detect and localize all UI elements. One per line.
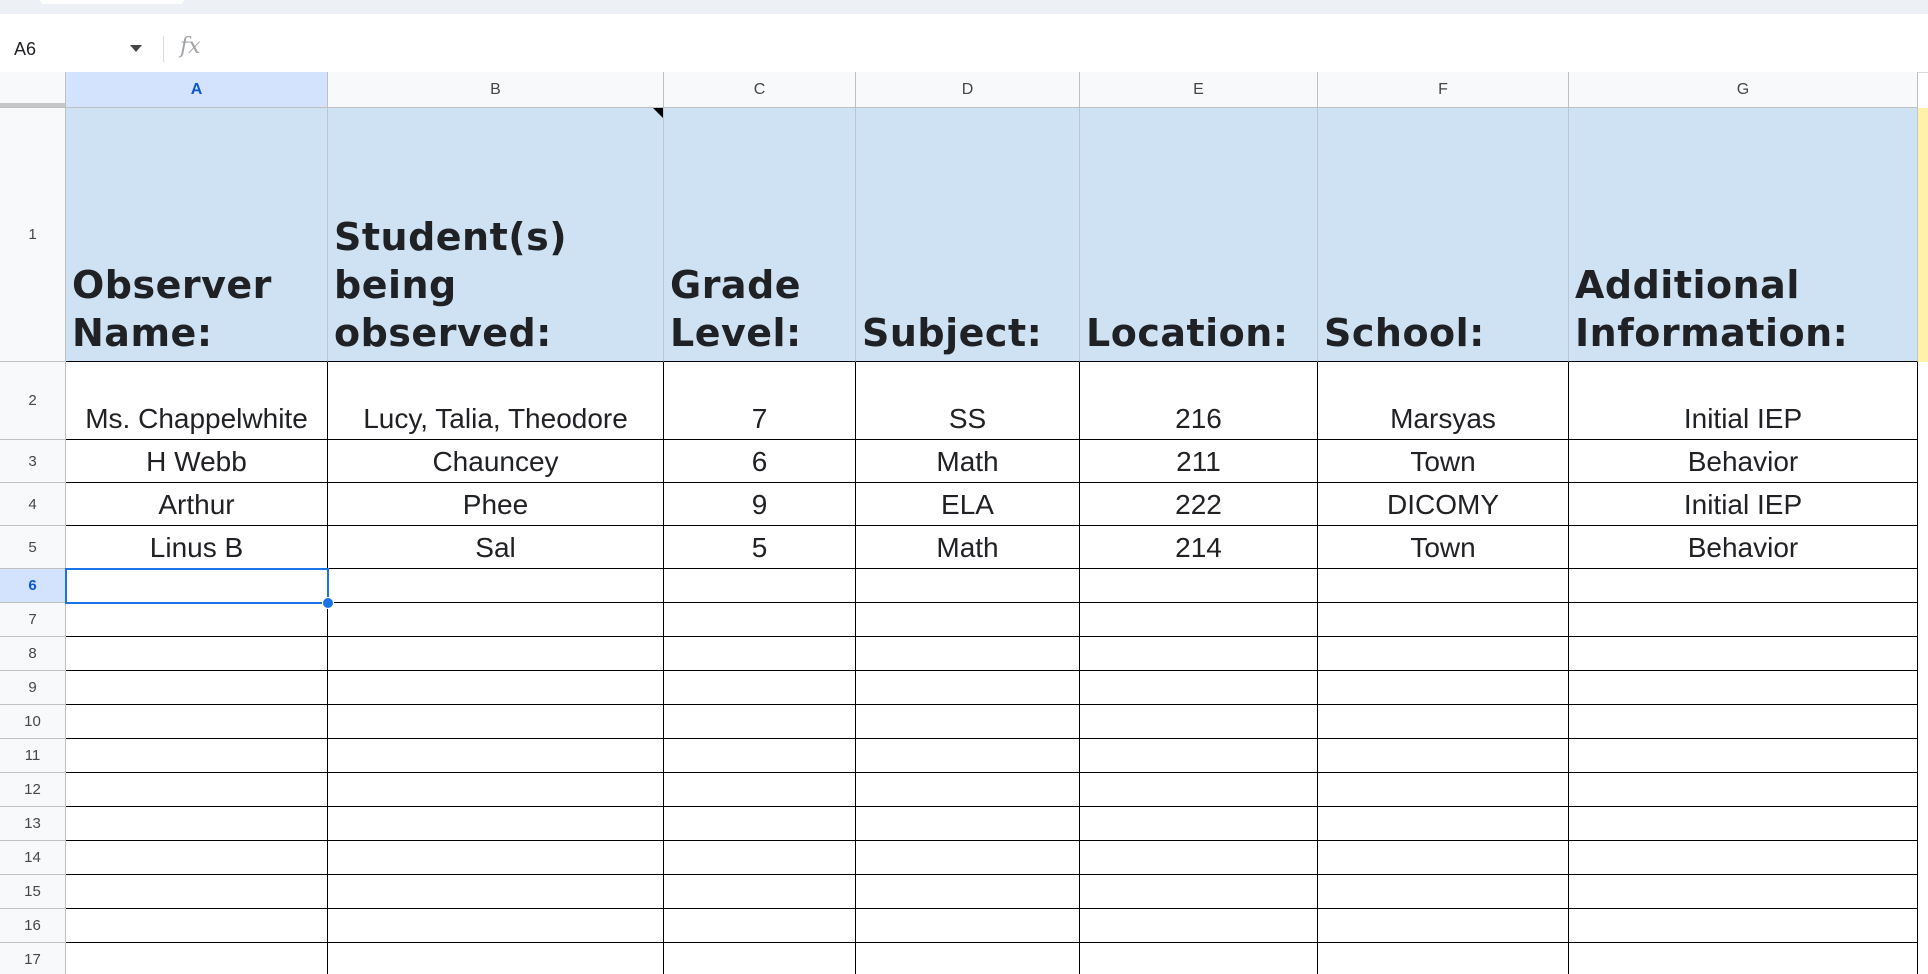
header-text-line: Location: <box>1086 311 1289 355</box>
column-header-G[interactable]: G <box>1569 72 1918 108</box>
cell-C4[interactable] <box>664 483 856 526</box>
chevron-down-icon[interactable] <box>130 45 142 52</box>
cell-E6[interactable] <box>1080 569 1318 603</box>
cell-B14[interactable] <box>328 841 664 875</box>
cell-D4[interactable] <box>856 483 1080 526</box>
cell-value: 222 <box>1175 489 1222 520</box>
cell-value: Lucy, Talia, Theodore <box>363 403 628 434</box>
cell-D10[interactable] <box>856 705 1080 739</box>
column-header-D[interactable]: D <box>856 72 1080 108</box>
cell-F7[interactable] <box>1318 603 1569 637</box>
cell-E7[interactable] <box>1080 603 1318 637</box>
cell-D14[interactable] <box>856 841 1080 875</box>
name-box[interactable]: A6 <box>14 39 37 59</box>
cell-value: SS <box>948 403 987 434</box>
cell-E10[interactable] <box>1080 705 1318 739</box>
cell-value: Initial IEP <box>1683 489 1803 520</box>
formula-bar-divider <box>163 36 164 62</box>
header-text-line: Information: <box>1575 311 1849 355</box>
row-header-9[interactable]: 9 <box>0 671 66 705</box>
cell-G8[interactable] <box>1569 637 1918 671</box>
cell-value: Math <box>936 532 999 563</box>
column-header-F[interactable]: F <box>1318 72 1569 108</box>
cell-value: ELA <box>941 489 994 520</box>
cell-C8[interactable] <box>664 637 856 671</box>
cell-F10[interactable] <box>1318 705 1569 739</box>
cell-value: 9 <box>751 489 768 520</box>
header-text-line: Grade <box>670 263 802 307</box>
cell-B6[interactable] <box>328 569 664 603</box>
cell-F15[interactable] <box>1318 875 1569 909</box>
cell-E9[interactable] <box>1080 671 1318 705</box>
cell-value: Behavior <box>1687 532 1799 563</box>
cell-B12[interactable] <box>328 773 664 807</box>
cell-C15[interactable] <box>664 875 856 909</box>
cell-C6[interactable] <box>664 569 856 603</box>
row-header-13[interactable]: 13 <box>0 807 66 841</box>
cell-E13[interactable] <box>1080 807 1318 841</box>
top-toolbar-strip <box>0 0 1928 14</box>
cell-G5[interactable] <box>1569 526 1918 569</box>
cell-G4[interactable] <box>1569 483 1918 526</box>
cell-D3[interactable] <box>856 440 1080 483</box>
cell-B11[interactable] <box>328 739 664 773</box>
cell-F8[interactable] <box>1318 637 1569 671</box>
cell-E15[interactable] <box>1080 875 1318 909</box>
cell-A7[interactable] <box>66 603 328 637</box>
cell-D17[interactable] <box>856 943 1080 974</box>
cell-D7[interactable] <box>856 603 1080 637</box>
cell-C17[interactable] <box>664 943 856 974</box>
row-header-14[interactable]: 14 <box>0 841 66 875</box>
cell-value: 216 <box>1175 403 1222 434</box>
header-text-line: Student(s) <box>334 215 568 259</box>
cell-A13[interactable] <box>66 807 328 841</box>
cell-G15[interactable] <box>1569 875 1918 909</box>
cell-A2[interactable] <box>66 362 328 440</box>
cell-F14[interactable] <box>1318 841 1569 875</box>
cell-C9[interactable] <box>664 671 856 705</box>
formula-bar <box>0 26 1928 73</box>
cell-G17[interactable] <box>1569 943 1918 974</box>
cell-A15[interactable] <box>66 875 328 909</box>
row-header-12[interactable]: 12 <box>0 773 66 807</box>
cell-C5[interactable] <box>664 526 856 569</box>
formula-input[interactable] <box>220 32 1928 66</box>
header-text-line: observed: <box>334 311 552 355</box>
cell-B10[interactable] <box>328 705 664 739</box>
cell-B2[interactable] <box>328 362 664 440</box>
cell-E8[interactable] <box>1080 637 1318 671</box>
cell-value: Arthur <box>158 489 235 520</box>
cell-G12[interactable] <box>1569 773 1918 807</box>
cell-C1[interactable] <box>664 108 856 362</box>
cell-E2[interactable] <box>1080 362 1318 440</box>
row-header-3[interactable]: 3 <box>0 440 66 483</box>
cell-G14[interactable] <box>1569 841 1918 875</box>
cell-value: 211 <box>1176 446 1221 477</box>
cell-A11[interactable] <box>66 739 328 773</box>
cell-E3[interactable] <box>1080 440 1318 483</box>
cell-F9[interactable] <box>1318 671 1569 705</box>
cell-G6[interactable] <box>1569 569 1918 603</box>
cell-B17[interactable] <box>328 943 664 974</box>
cell-D11[interactable] <box>856 739 1080 773</box>
cell-F13[interactable] <box>1318 807 1569 841</box>
cell-value: Phee <box>462 489 529 520</box>
row-header-7[interactable]: 7 <box>0 603 66 637</box>
cell-value: 5 <box>751 532 768 563</box>
cell-A14[interactable] <box>66 841 328 875</box>
row-header-4[interactable]: 4 <box>0 483 66 526</box>
note-overflow-strip <box>1918 108 1928 362</box>
cell-C11[interactable] <box>664 739 856 773</box>
column-header-B[interactable]: B <box>328 72 664 108</box>
cell-A9[interactable] <box>66 671 328 705</box>
cell-G16[interactable] <box>1569 909 1918 943</box>
header-text-line: being <box>334 263 457 307</box>
cell-A6[interactable] <box>66 569 328 603</box>
cell-B5[interactable] <box>328 526 664 569</box>
cell-value: Town <box>1410 446 1476 477</box>
cell-C13[interactable] <box>664 807 856 841</box>
row-header-1[interactable]: 1 <box>0 108 66 362</box>
cell-B16[interactable] <box>328 909 664 943</box>
cell-E14[interactable] <box>1080 841 1318 875</box>
cell-E17[interactable] <box>1080 943 1318 974</box>
cell-D16[interactable] <box>856 909 1080 943</box>
fill-handle[interactable] <box>322 597 334 609</box>
row-header-16[interactable]: 16 <box>0 909 66 943</box>
cell-F12[interactable] <box>1318 773 1569 807</box>
cell-B15[interactable] <box>328 875 664 909</box>
cell-F6[interactable] <box>1318 569 1569 603</box>
cell-value: Marsyas <box>1390 403 1496 434</box>
cell-C7[interactable] <box>664 603 856 637</box>
cell-A3[interactable] <box>66 440 328 483</box>
cell-F3[interactable] <box>1318 440 1569 483</box>
cell-D6[interactable] <box>856 569 1080 603</box>
cell-F5[interactable] <box>1318 526 1569 569</box>
fx-icon: fx <box>180 34 201 59</box>
select-all-corner[interactable] <box>0 72 66 108</box>
cell-B9[interactable] <box>328 671 664 705</box>
cell-C16[interactable] <box>664 909 856 943</box>
cell-F11[interactable] <box>1318 739 1569 773</box>
header-text-line: Level: <box>670 311 802 355</box>
cell-B7[interactable] <box>328 603 664 637</box>
cell-A10[interactable] <box>66 705 328 739</box>
cell-G1[interactable] <box>1569 108 1918 362</box>
cell-value: Math <box>936 446 999 477</box>
cell-A12[interactable] <box>66 773 328 807</box>
cell-F16[interactable] <box>1318 909 1569 943</box>
cell-value: DICOMY <box>1387 489 1499 520</box>
cell-value: Behavior <box>1687 446 1799 477</box>
cell-E4[interactable] <box>1080 483 1318 526</box>
cell-A17[interactable] <box>66 943 328 974</box>
cell-value: Linus B <box>149 532 244 563</box>
cell-G13[interactable] <box>1569 807 1918 841</box>
cell-value: 7 <box>751 403 768 434</box>
row-header-15[interactable]: 15 <box>0 875 66 909</box>
cell-B1[interactable] <box>328 108 664 362</box>
cell-value: Town <box>1410 532 1476 563</box>
cell-E5[interactable] <box>1080 526 1318 569</box>
cell-E12[interactable] <box>1080 773 1318 807</box>
cell-value: 6 <box>751 446 768 477</box>
cell-D13[interactable] <box>856 807 1080 841</box>
column-header-A[interactable]: A <box>66 72 328 108</box>
cell-C2[interactable] <box>664 362 856 440</box>
cell-value: Initial IEP <box>1683 403 1803 434</box>
cell-value: Chauncey <box>432 446 559 477</box>
row-header-17[interactable]: 17 <box>0 943 66 974</box>
cell-value: Ms. Chappelwhite <box>85 403 308 434</box>
header-text-line: Additional <box>1575 263 1800 307</box>
row-header-5[interactable]: 5 <box>0 526 66 569</box>
cell-E11[interactable] <box>1080 739 1318 773</box>
row-header-8[interactable]: 8 <box>0 637 66 671</box>
cell-B13[interactable] <box>328 807 664 841</box>
tab-stub <box>40 0 184 4</box>
cell-G3[interactable] <box>1569 440 1918 483</box>
header-text-line: School: <box>1324 311 1485 355</box>
column-header-C[interactable]: C <box>664 72 856 108</box>
cell-D8[interactable] <box>856 637 1080 671</box>
cell-A1[interactable] <box>66 108 328 362</box>
row-header-11[interactable]: 11 <box>0 739 66 773</box>
cell-D5[interactable] <box>856 526 1080 569</box>
spreadsheet-grid <box>0 72 1928 974</box>
cell-F4[interactable] <box>1318 483 1569 526</box>
cell-E1[interactable] <box>1080 108 1318 362</box>
cell-D15[interactable] <box>856 875 1080 909</box>
cell-B3[interactable] <box>328 440 664 483</box>
cell-C14[interactable] <box>664 841 856 875</box>
cell-C10[interactable] <box>664 705 856 739</box>
cell-value: 214 <box>1175 532 1222 563</box>
cell-E16[interactable] <box>1080 909 1318 943</box>
cell-G2[interactable] <box>1569 362 1918 440</box>
cell-D2[interactable] <box>856 362 1080 440</box>
column-header-E[interactable]: E <box>1080 72 1318 108</box>
cell-B8[interactable] <box>328 637 664 671</box>
cell-G7[interactable] <box>1569 603 1918 637</box>
cell-C3[interactable] <box>664 440 856 483</box>
cell-D9[interactable] <box>856 671 1080 705</box>
cell-B4[interactable] <box>328 483 664 526</box>
cell-D1[interactable] <box>856 108 1080 362</box>
header-text-line: Name: <box>72 311 213 355</box>
cell-D12[interactable] <box>856 773 1080 807</box>
cell-F1[interactable] <box>1318 108 1569 362</box>
row-header-10[interactable]: 10 <box>0 705 66 739</box>
cell-G9[interactable] <box>1569 671 1918 705</box>
comment-indicator-icon[interactable] <box>653 108 663 118</box>
cell-G10[interactable] <box>1569 705 1918 739</box>
cell-C12[interactable] <box>664 773 856 807</box>
cell-G11[interactable] <box>1569 739 1918 773</box>
cell-A16[interactable] <box>66 909 328 943</box>
cell-A8[interactable] <box>66 637 328 671</box>
header-text-line: Subject: <box>862 311 1043 355</box>
row-header-6[interactable]: 6 <box>0 569 66 603</box>
header-text-line: Observer <box>72 263 272 307</box>
cell-A4[interactable] <box>66 483 328 526</box>
cell-A5[interactable] <box>66 526 328 569</box>
cell-F17[interactable] <box>1318 943 1569 974</box>
cell-F2[interactable] <box>1318 362 1569 440</box>
row-header-2[interactable]: 2 <box>0 362 66 440</box>
cell-value: H Webb <box>146 446 247 477</box>
cell-value: Sal <box>475 532 516 563</box>
